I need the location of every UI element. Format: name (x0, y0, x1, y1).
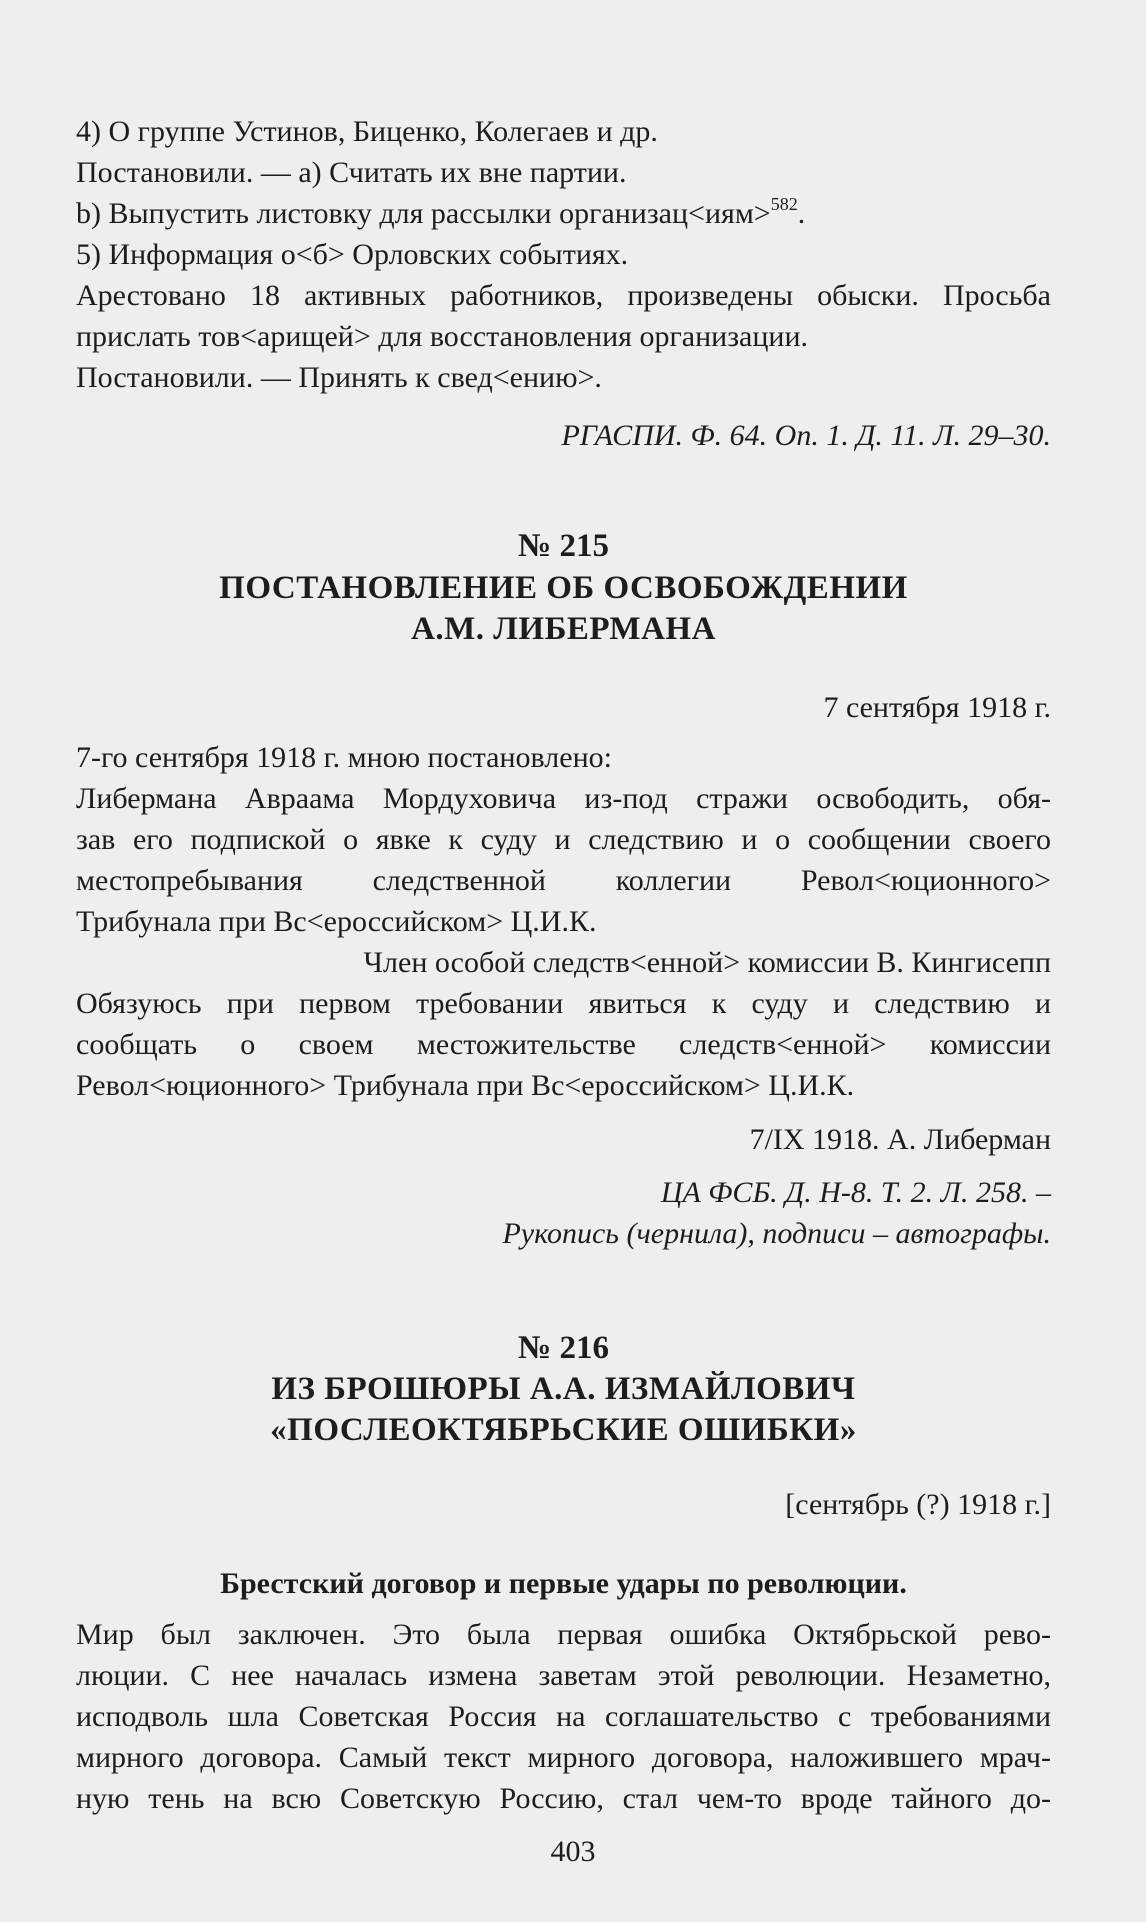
text-line: Мир был заключен. Это была первая ошибка Октябрьской рево- (76, 1618, 1051, 1651)
document-number: № 216 (518, 1330, 609, 1366)
text-segment: b) Выпустить листовку для рассылки организац<иям> (76, 197, 771, 230)
text-line: 4) О группе Устинов, Биценко, Колегаев и др. (76, 115, 658, 148)
document-number: № 215 (518, 528, 609, 564)
document-title: ПОСТАНОВЛЕНИЕ ОБ ОСВОБОЖДЕНИИ (219, 570, 908, 606)
text-line: люции. С нее началась измена заветам этой революции. Незаметно, (76, 1659, 1051, 1692)
page-number: 403 (550, 1835, 596, 1868)
text-line: местопребывания следственной коллегии Револ<юционного> (76, 864, 1051, 897)
signature-line: 7/IX 1918. А. Либерман (749, 1123, 1051, 1156)
signer-line: Член особой следств<енной> комиссии В. Кингисепп (363, 946, 1051, 979)
text-line: прислать тов<арищей> для восстановления организации. (76, 320, 809, 353)
text-line: Либермана Авраама Мордуховича из-под стражи освободить, обя- (76, 782, 1051, 815)
archive-source: ЦА ФСБ. Д. Н-8. Т. 2. Л. 258. – (660, 1176, 1051, 1209)
text-line: 5) Информация о<б> Орловских событиях. (76, 238, 629, 271)
text-line (76, 196, 1051, 232)
text-line: Обязуюсь при первом требовании явиться к суду и следствию и (76, 987, 1051, 1020)
section-subheading: Брестский договор и первые удары по революции. (220, 1567, 907, 1600)
text-line: Постановили. — а) Считать их вне партии. (76, 156, 627, 189)
text-line: Револ<юционного> Трибунала при Вс<ероссийском> Ц.И.К. (76, 1069, 855, 1102)
document-title: А.М. ЛИБЕРМАНА (411, 611, 716, 647)
text-segment: . (797, 197, 806, 230)
text-line: Трибунала при Вс<ероссийском> Ц.И.К. (76, 905, 597, 938)
footnote-ref: 582 (770, 194, 798, 214)
text-line: 7-го сентября 1918 г. мною постановлено: (76, 741, 612, 774)
text-line: сообщать о своем местожительстве следств<енной> комиссии (76, 1028, 1051, 1061)
document-title: «ПОСЛЕОКТЯБРЬСКИЕ ОШИБКИ» (270, 1412, 857, 1448)
text-line: исподволь шла Советская Россия на соглашательство с требованиями (76, 1700, 1051, 1733)
archive-source: Рукопись (чернила), подписи – автографы. (502, 1217, 1051, 1250)
document-date: 7 сентября 1918 г. (823, 691, 1051, 724)
text-line: Постановили. — Принять к свед<ению>. (76, 361, 602, 394)
text-line: ную тень на всю Советскую Россию, стал чем-то вроде тайного до- (76, 1782, 1051, 1815)
text-line: Арестовано 18 активных работников, произведены обыски. Просьба (76, 279, 1051, 312)
archive-source: РГАСПИ. Ф. 64. Оп. 1. Д. 11. Л. 29–30. (561, 419, 1051, 452)
document-date: [сентябрь (?) 1918 г.] (785, 1488, 1051, 1521)
document-title: ИЗ БРОШЮРЫ А.А. ИЗМАЙЛОВИЧ (271, 1371, 856, 1407)
text-line: мирного договора. Самый текст мирного договора, наложившего мрач- (76, 1741, 1051, 1774)
text-line: зав его подпиской о явке к суду и следствию и о сообщении своего (76, 823, 1051, 856)
